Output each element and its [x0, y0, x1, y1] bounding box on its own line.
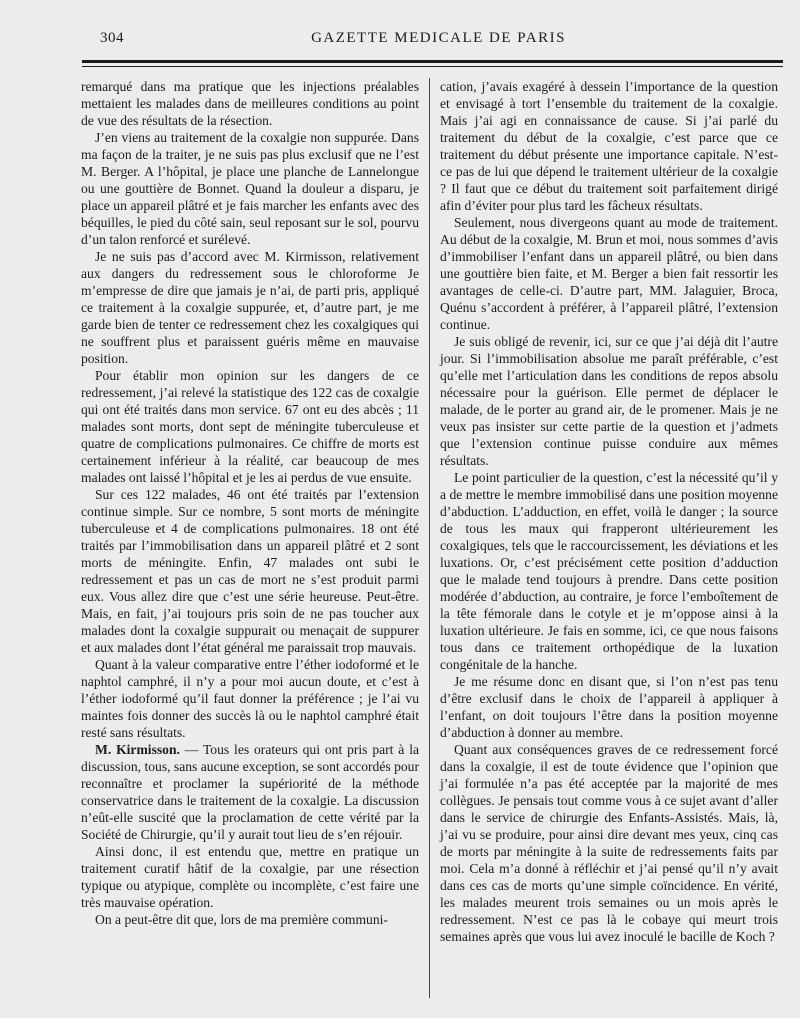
paragraph: J’en viens au traitement de la coxalgie non suppurée. Dans ma façon de la traiter, je ne suis pas plus exclusif que ne l’est M. Berger. A l’hôpital, je place une planche de Lannelongue ou une gouttière de Bonnet. Quand la douleur a disparu, je place un appareil plâtré et je fais marcher les enfants avec des béquilles, le pied du côté sain, seul reposant sur le sol, pourvu d’un talon renforcé et surélevé.: [81, 130, 419, 247]
paragraph: Sur ces 122 malades, 46 ont été traités par l’extension continue simple. Sur ce nombre, 5 sont morts de méningite tuberculeuse et 4 de complications pulmonaires. 18 ont été traités par l’immobilisation dans un appareil plâtré et 2 sont morts de méningite. Enfin, 47 malades ont subi le redressement et pas un cas de mort ne s’est produit parmi eux. Vous allez dire que c’est une série heureuse. Peut-être. Mais, en fait, j’ai toujours pris soin de ne pas toucher aux malades dont la coxalgie suppurait ou menaçait de suppurer et aux malades dont l’état général me paraissait trop mauvais.: [81, 487, 419, 655]
paragraph: [81, 741, 419, 843]
speaker-name: M. Kirmisson.: [95, 742, 180, 757]
page-header: [96, 30, 781, 52]
header-rule-thin: [82, 66, 783, 67]
paragraph: Seulement, nous divergeons quant au mode de traitement. Au début de la coxalgie, M. Brun et moi, nous sommes d’avis d’immobiliser l’enfant dans un appareil plâtré, ou bien dans une gouttière bien faite, et M. Berger a bien fait ressortir les avantages de celle-ci. D’autre part, MM. Jalaguier, Broca, Quénu s’accordent à préférer, à l’appareil plâtré, l’extension continue.: [440, 215, 778, 332]
journal-title: GAZETTE MEDICALE DE PARIS: [311, 30, 566, 46]
right-column: [440, 78, 778, 945]
left-column: [81, 78, 419, 928]
paragraph: Pour établir mon opinion sur les dangers de ce redressement, j’ai relevé la statistique des 122 cas de coxalgie qui ont été traités dans mon service. 67 ont eu des abcès ; 11 malades sont morts, dont sept de méningite tuberculeuse et quatre de complications pulmonaires. Ce chiffre de morts est certainement inférieur à la réalité, car beaucoup de mes malades ont laissé l’hôpital et je les ai perdus de vue ensuite.: [81, 368, 419, 485]
paragraph: cation, j’avais exagéré à dessein l’importance de la question et envisagé à tort l’ensemble du traitement de la coxalgie. Mais j’ai agi en connaissance de cause. Si j’ai parlé du traitement du début de la coxalgie, c’est parce que ce traitement du début présente une importance capitale. N’est-ce pas de lui que dépend le traitement ultérieur de la coxalgie ? Il faut que ce début du traitement soit parfaitement dirigé afin d’éviter pour plus tard les fâcheux résultats.: [440, 79, 778, 213]
paragraph: Ainsi donc, il est entendu que, mettre en pratique un traitement curatif hâtif de la coxalgie, par une résection typique ou atypique, complète ou incomplète, c’est faire une très mauvaise opération.: [81, 844, 419, 910]
header-rule-thick: [82, 60, 783, 63]
paragraph: Je suis obligé de revenir, ici, sur ce que j’ai déjà dit l’autre jour. Si l’immobilisation absolue me paraît préférable, c’est qu’elle met l’articulation dans les conditions de repos absolu nécessaire pour la guérison. Elle permet de déplacer le malade, de le porter au grand air, de le promener. Mais je ne veux pas insister sur cette partie de la question et j’admets que l’extension continue puisse conduire aux mêmes résultats.: [440, 334, 778, 468]
paragraph: Le point particulier de la question, c’est la nécessité qu’il y a de mettre le membre immobilisé dans une position moyenne d’abduction. L’adduction, en effet, voilà le danger ; la source de tous les maux qui frapperont ultérieurement les coxalgiques, tels que le raccourcissement, les déviations et les luxations. Or, c’est précisément cette position d’adduction que le malade tend toujours à prendre. Dans cette position modérée d’abduction, au contraire, je force l’emboîtement de la tête fémorale dans le cotyle et je m’oppose ainsi à la luxation ultérieure. Je fais en somme, ici, ce que nous faisons tous dans ce traitement orthopédique de la luxation congénitale de la hanche.: [440, 470, 778, 672]
paragraph: Je me résume donc en disant que, si l’on n’est pas tenu d’être exclusif dans le choix de l’appareil à appliquer à l’enfant, on doit toujours l’être dans la position moyenne d’abduction à donner au membre.: [440, 674, 778, 740]
paragraph: On a peut-être dit que, lors de ma première communi-: [95, 912, 388, 927]
column-divider: [429, 78, 430, 998]
paragraph: remarqué dans ma pratique que les injections préalables mettaient les malades dans de meilleures conditions au point de vue des résultats de la résection.: [81, 79, 419, 128]
paragraph-text: — Tous les orateurs qui ont pris part à la discussion, tous, sans aucune exception, se sont accordés pour reconnaître et proclamer la supériorité de la méthode conservatrice dans le traitement de la coxalgie. La discussion n’eût-elle suscité que la proclamation de cette vérité par la Société de Chirurgie, qu’il y aurait tout lieu de s’en réjouir.: [81, 742, 419, 842]
paragraph: Quant aux conséquences graves de ce redressement forcé dans la coxalgie, il est de toute évidence que l’opinion que j’ai formulée n’a pas été acceptée par la majorité de mes collègues. Je pensais tout comme vous à ce sujet avant d’aller dans le service de chirurgie des Enfants-Assistés. Mais, là, j’ai vu se produire, pour ainsi dire devant mes yeux, cinq cas de morts par méningite à la suite de redressements faits par moi. Cela m’a donné à réfléchir et j’ai pensé qu’il n’y avait dans ces cas de morts qu’une simple coïncidence. En vérité, les malades meurent trois semaines ou un mois après le redressement. N’est ce pas là le cobaye qui meurt trois semaines après que vous lui avez inoculé le bacille de Koch ?: [440, 742, 778, 944]
paragraph: Quant à la valeur comparative entre l’éther iodoformé et le naphtol camphré, il n’y a pour moi aucun doute, et c’est à l’éther iodoformé qu’il faut donner la préférence ; je l’ai vu maintes fois donner des succès là ou le naphtol camphré était resté sans résultats.: [81, 657, 419, 740]
page-number: 304: [100, 30, 124, 46]
paragraph: Je ne suis pas d’accord avec M. Kirmisson, relativement aux dangers du redressement sous le chloroforme Je m’empresse de dire que jamais je n’ai, de parti pris, appliqué ce traitement à la coxalgie suppurée, et, d’autre part, je me garde bien de tenter ce redressement chez les coxalgiques qui ne souffrent plus et paraissent guéris même en mauvaise position.: [81, 249, 419, 366]
